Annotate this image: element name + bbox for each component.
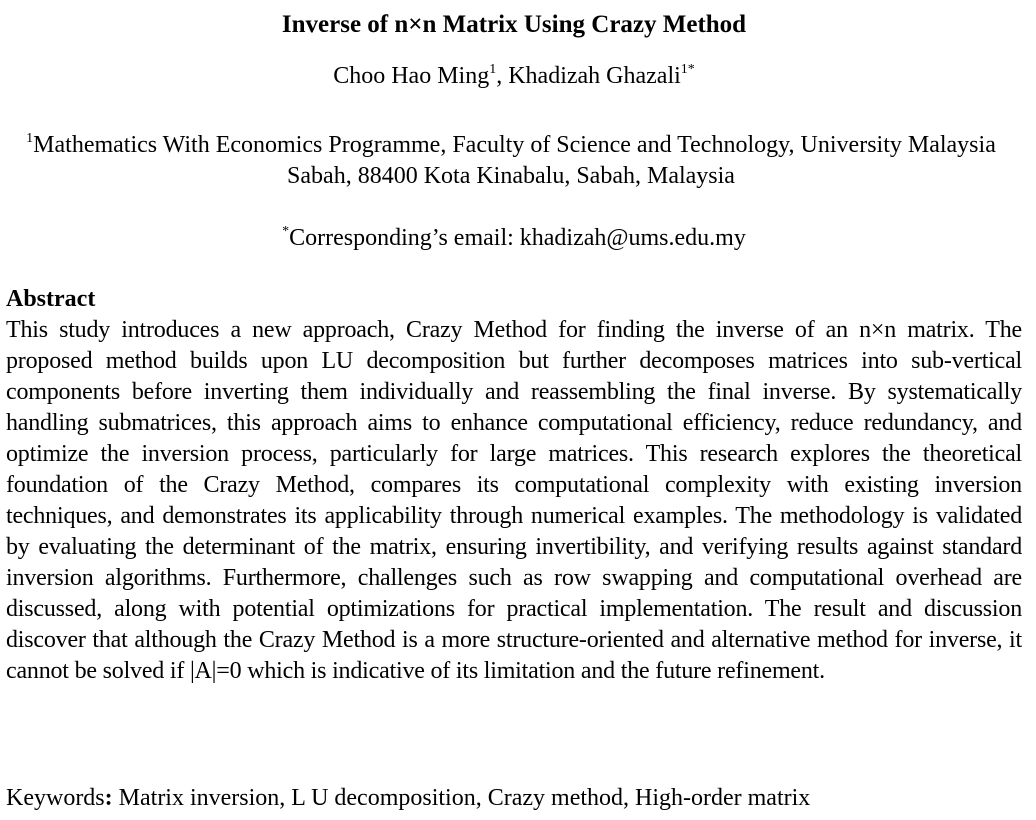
author-affiliation-mark: 1* — [680, 62, 695, 77]
correspondence-mark: * — [282, 224, 290, 239]
affiliation — [6, 130, 1016, 192]
keywords-label: Keywords — [6, 785, 105, 811]
abstract-heading: Abstract — [6, 286, 96, 312]
corresponding-email — [0, 222, 1028, 254]
correspondence-text: Corresponding’s email: khadizah@ums.edu.my — [289, 225, 746, 251]
paper-title: Inverse of n×n Matrix Using Crazy Method — [281, 11, 747, 38]
author-affiliation-mark: 1 — [489, 62, 497, 77]
affiliation-mark: 1 — [26, 131, 34, 146]
author-line — [0, 60, 1028, 92]
author-name: Choo Hao Ming — [333, 63, 490, 89]
keywords-colon: : — [104, 785, 113, 811]
author-separator: , — [496, 63, 509, 89]
abstract-body: This study introduces a new approach, Crazy Method for finding the inverse of an n×n matrix. The proposed method builds upon LU decomposition but further decomposes matrices into sub-vertical components before inverting them individually and reassembling the final inverse. By systematically handling submatrices, this approach aims to enhance computational efficiency, reduce redundancy, and optimize the inversion process, particularly for large matrices. This research explores the theoretical foundation of the Crazy Method, compares its computational complexity with existing inversion techniques, and demonstrates its applicability through numerical examples. The methodology is validated by evaluating the determinant of the matrix, ensuring invertibility, and verifying results against standard inversion algorithms. Furthermore, challenges such as row swapping and computational overhead are discussed, along with potential optimizations for practical implementation. The result and discussion discover that although the Crazy Method is a more structure-oriented and alternative method for inverse, it cannot be solved if |A|=0 which is indicative of its limitation and the future refinement. — [6, 317, 1022, 684]
author-name: Khadizah Ghazali — [508, 63, 681, 89]
affiliation-text: Mathematics With Economics Programme, Faculty of Science and Technology, University Malaysia Sabah, 88400 Kota Kinabalu, Sabah, Malaysia — [33, 132, 996, 189]
keywords-line — [6, 783, 1022, 814]
keywords-text: Matrix inversion, L U decomposition, Crazy method, High-order matrix — [112, 785, 811, 811]
